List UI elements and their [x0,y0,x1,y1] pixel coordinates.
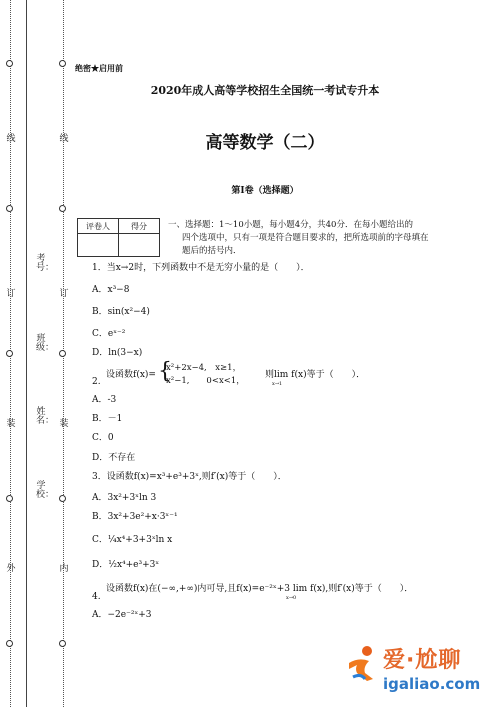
q1-option-a: A．x³−8 [92,285,130,295]
q2-limit-subscript: x→1 [272,381,283,387]
secret-mark: 绝密★启用前 [75,63,123,73]
binding-char: 外 [6,564,16,574]
binding-hole [59,205,66,212]
binding-hole [59,60,66,67]
q4-limit-subscript: x→0 [286,595,297,601]
q3-option-a: A．3x²+3ˣln 3 [92,493,157,503]
exam-title: 2020年成人高等学校招生全国统一考试专升本 [150,84,380,97]
watermark-url: igaliao.com [383,675,481,693]
q4-stem: 设函数f(x)在(−∞,+∞)内可导,且f(x)=e⁻²ˣ+3 lim f(x),则f′(x)等于（ ）． [106,584,414,594]
instruction-line: 四个选项中，只有一项是符合题目要求的，把所选项前的字母填在 [182,233,429,243]
binding-hole [59,350,66,357]
binding-hole [59,495,66,502]
binding-hole [6,495,13,502]
q2-option-a: A．-3 [92,395,117,405]
q2-lead: 设函数f(x)= [106,370,156,380]
binding-char: 装 [6,419,16,429]
reviewer-header: 评卷人 [78,219,119,234]
q2-option-d: D．不存在 [92,453,136,463]
q3-stem: 3．设函数f(x)=x³+e³+3ˣ,则f′(x)等于（ ）． [92,472,287,482]
binding-char: 订 [59,289,69,299]
school-label: 学校： [36,481,55,500]
binding-hole [6,640,13,647]
binding-char: 线 [6,134,16,144]
binding-hole [59,640,66,647]
volume-title: 第Ⅰ卷（选择题） [231,186,299,196]
watermark-logo-icon [345,643,379,683]
score-header: 得分 [119,219,160,234]
score-cell[interactable] [119,234,160,257]
binding-char: 内 [59,564,69,574]
class-label: 班级： [36,334,55,353]
q1-option-d: D．ln(3−x) [92,348,143,358]
watermark-brand: 爱·尬聊 [383,648,462,673]
q4-option-a: A．−2e⁻²ˣ+3 [92,610,152,620]
subject-title: 高等数学（二） [205,133,325,153]
q4-number: 4. [92,592,101,602]
q2-tail: 则lim f(x)等于（ ）． [265,370,366,380]
q3-option-b: B．3x²+3e²+x·3ˣ⁻¹ [92,512,178,522]
q3-option-d: D．½x⁴+e³+3ˣ [92,560,160,570]
binding-hole [6,205,13,212]
instruction-line: 一、选择题：1～10小题，每小题4分，共40分．在每小题给出的 [168,220,413,230]
exam-number-label: 考号： [36,254,55,273]
q2-case-2: x²−1, 0<x<1， [166,376,245,386]
q1-stem: 1．当x→2时，下列函数中不是无穷小量的是（ ）． [92,263,310,273]
q2-option-b: B．－1 [92,414,123,424]
binding-hole [6,350,13,357]
binding-char: 装 [59,419,69,429]
reviewer-cell[interactable] [78,234,119,257]
piecewise-brace: { [158,359,172,384]
binding-line-mid [26,0,27,707]
q1-option-c: C．eˣ⁻² [92,329,126,339]
binding-char: 线 [59,134,69,144]
binding-hole [6,60,13,67]
q2-number: 2. [92,377,101,387]
q2-option-c: C．0 [92,433,114,443]
binding-char: 订 [6,289,16,299]
instruction-line: 题后的括号内． [182,246,242,256]
q2-case-1: x²+2x−4, x≥1， [166,363,242,373]
name-label: 姓名： [36,407,55,426]
score-table [77,218,160,257]
q3-option-c: C．¼x⁴+3+3ˣln x [92,535,173,545]
q1-option-b: B．sin(x²−4) [92,307,150,317]
